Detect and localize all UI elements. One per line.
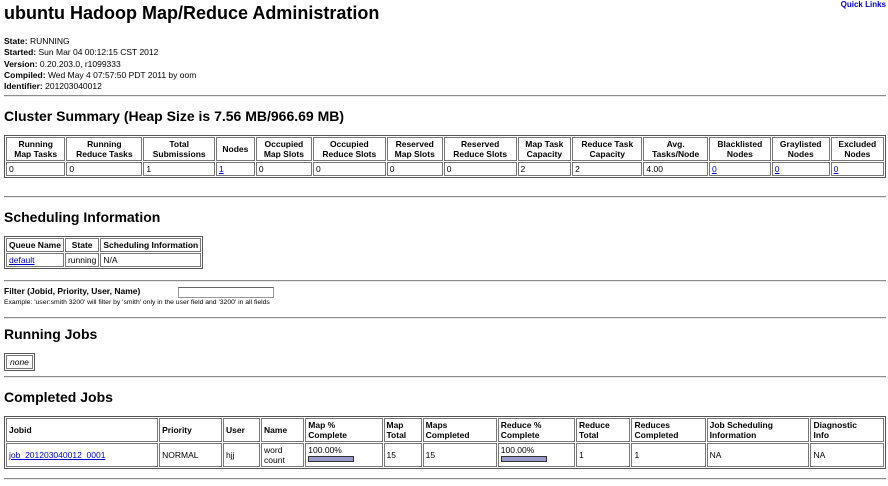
- identifier-label: Identifier:: [4, 81, 43, 92]
- header-excluded-nodes: Excluded Nodes: [831, 137, 884, 161]
- reduce-complete-percent: 100.00%: [500, 445, 535, 455]
- nodes-cell: [216, 162, 255, 176]
- excluded-nodes-link[interactable]: 0: [833, 164, 839, 174]
- header-diagnostic-info: Diagnostic Info: [810, 418, 884, 442]
- scheduling-header-row: [6, 238, 201, 252]
- avg-tasks-node-value: 4.00: [643, 162, 708, 176]
- divider: [4, 196, 886, 198]
- job-scheduling-info-value: NA: [707, 443, 810, 467]
- header-reduce-task-capacity: Reduce Task Capacity: [572, 137, 642, 161]
- map-task-capacity-value: 2: [518, 162, 572, 176]
- scheduling-heading: Scheduling Information: [4, 209, 161, 225]
- completed-job-row: [6, 443, 884, 467]
- identifier-value: 201203040012: [45, 81, 102, 92]
- header-job-scheduling-information: Job Scheduling Information: [707, 418, 810, 442]
- running-map-tasks-value: 0: [6, 162, 65, 176]
- state-value: RUNNING: [30, 36, 70, 46]
- graylisted-nodes-link[interactable]: 0: [774, 164, 780, 174]
- blacklisted-nodes-link[interactable]: 0: [711, 164, 717, 174]
- identifier-line: [4, 81, 196, 92]
- page-title: ubuntu Hadoop Map/Reduce Administration: [4, 3, 380, 23]
- diagnostic-info-value: NA: [810, 443, 884, 467]
- reduce-total-value: 1: [576, 443, 631, 467]
- state-label: State:: [4, 36, 28, 46]
- queue-scheduling-info-value: N/A: [100, 253, 201, 267]
- cluster-summary-heading: Cluster Summary (Heap Size is 7.56 MB/966.69 MB): [4, 108, 345, 124]
- header-total-submissions: Total Submissions: [143, 137, 215, 161]
- header-reduces-completed: Reduces Completed: [631, 418, 705, 442]
- header-blacklisted-nodes: Blacklisted Nodes: [709, 137, 771, 161]
- map-complete-percent: 100.00%: [308, 445, 342, 455]
- nodes-link[interactable]: 1: [218, 164, 224, 174]
- filter-example-text: Example: 'user:smith 3200' will filter by 'smith' only in the user field and '3200' in all fields: [4, 299, 270, 306]
- header-map-total: Map Total: [384, 418, 422, 442]
- occupied-map-slots-value: 0: [256, 162, 312, 176]
- completed-jobs-header-row: [6, 418, 884, 442]
- quick-links-link[interactable]: Quick Links: [840, 0, 886, 9]
- user-value: hjj: [223, 443, 260, 467]
- version-value: 0.20.203.0, r1099333: [39, 58, 121, 69]
- excluded-nodes-cell: [831, 162, 884, 176]
- graylisted-nodes-cell: [772, 162, 830, 176]
- reduce-complete-cell: [498, 443, 575, 467]
- cluster-summary-table: [4, 135, 886, 178]
- header-occupied-map-slots: Occupied Map Slots: [256, 137, 312, 161]
- header-name: Name: [261, 418, 304, 442]
- reserved-reduce-slots-value: 0: [444, 162, 517, 176]
- divider: [4, 317, 886, 319]
- header-map-complete: Map % Complete: [305, 418, 382, 442]
- header-priority: Priority: [159, 418, 222, 442]
- header-reduce-complete: Reduce % Complete: [498, 418, 575, 442]
- scheduling-table: [4, 236, 203, 269]
- version-line: [4, 59, 196, 70]
- map-total-value: 15: [384, 443, 422, 467]
- started-value: Sun Mar 04 00:12:15 CST 2012: [38, 47, 159, 58]
- occupied-reduce-slots-value: 0: [313, 162, 386, 176]
- divider: [4, 478, 886, 480]
- reserved-map-slots-value: 0: [387, 162, 443, 176]
- divider: [4, 95, 886, 97]
- filter-input[interactable]: [178, 287, 274, 298]
- header-map-task-capacity: Map Task Capacity: [518, 137, 572, 161]
- divider: [4, 280, 886, 282]
- running-jobs-empty: none: [6, 355, 33, 369]
- header-running-reduce-tasks: Running Reduce Tasks: [66, 137, 142, 161]
- header-scheduling-information: Scheduling Information: [100, 238, 201, 252]
- header-running-map-tasks: Running Map Tasks: [6, 137, 65, 161]
- job-name-value: word count: [261, 443, 304, 467]
- header-avg-tasks-node: Avg. Tasks/Node: [643, 137, 708, 161]
- jobid-cell: [6, 443, 158, 467]
- total-submissions-value: 1: [143, 162, 215, 176]
- header-reduce-total: Reduce Total: [576, 418, 631, 442]
- priority-value: NORMAL: [159, 443, 222, 467]
- header-graylisted-nodes: Graylisted Nodes: [772, 137, 830, 161]
- filter-label: Filter (Jobid, Priority, User, Name): [4, 286, 141, 296]
- completed-jobs-table: [4, 416, 886, 469]
- maps-completed-value: 15: [423, 443, 497, 467]
- header-reserved-map-slots: Reserved Map Slots: [387, 137, 443, 161]
- running-jobs-table: [4, 353, 35, 371]
- map-complete-cell: [305, 443, 382, 467]
- divider: [4, 376, 886, 378]
- reduce-task-capacity-value: 2: [572, 162, 642, 176]
- running-reduce-tasks-value: 0: [66, 162, 142, 176]
- blacklisted-nodes-cell: [709, 162, 771, 176]
- cluster-summary-header-row: [6, 137, 884, 161]
- version-label: Version:: [4, 58, 38, 69]
- cluster-summary-values-row: [6, 162, 884, 176]
- reduces-completed-value: 1: [631, 443, 705, 467]
- header-jobid: Jobid: [6, 418, 158, 442]
- jobtracker-info: [4, 36, 196, 92]
- header-state: State: [65, 238, 99, 252]
- queue-name-cell: [6, 253, 64, 267]
- scheduling-row: [6, 253, 201, 267]
- header-reserved-reduce-slots: Reserved Reduce Slots: [444, 137, 517, 161]
- header-maps-completed: Maps Completed: [423, 418, 497, 442]
- started-line: [4, 47, 196, 58]
- compiled-value: Wed May 4 07:57:50 PDT 2011 by oom: [47, 69, 197, 80]
- reduce-progress-bar: [501, 456, 547, 462]
- header-occupied-reduce-slots: Occupied Reduce Slots: [313, 137, 386, 161]
- running-jobs-heading: Running Jobs: [4, 326, 98, 342]
- compiled-line: [4, 70, 196, 81]
- header-queue-name: Queue Name: [6, 238, 64, 252]
- compiled-label: Compiled:: [4, 69, 46, 80]
- map-progress-bar: [308, 456, 354, 462]
- queue-state-value: running: [65, 253, 99, 267]
- header-user: User: [223, 418, 260, 442]
- jobid-link[interactable]: job_201203040012_0001: [9, 450, 106, 460]
- queue-default-link[interactable]: default: [9, 255, 35, 265]
- completed-jobs-heading: Completed Jobs: [4, 389, 113, 405]
- header-nodes: Nodes: [216, 137, 255, 161]
- started-label: Started:: [4, 47, 37, 58]
- state-line: [4, 36, 196, 47]
